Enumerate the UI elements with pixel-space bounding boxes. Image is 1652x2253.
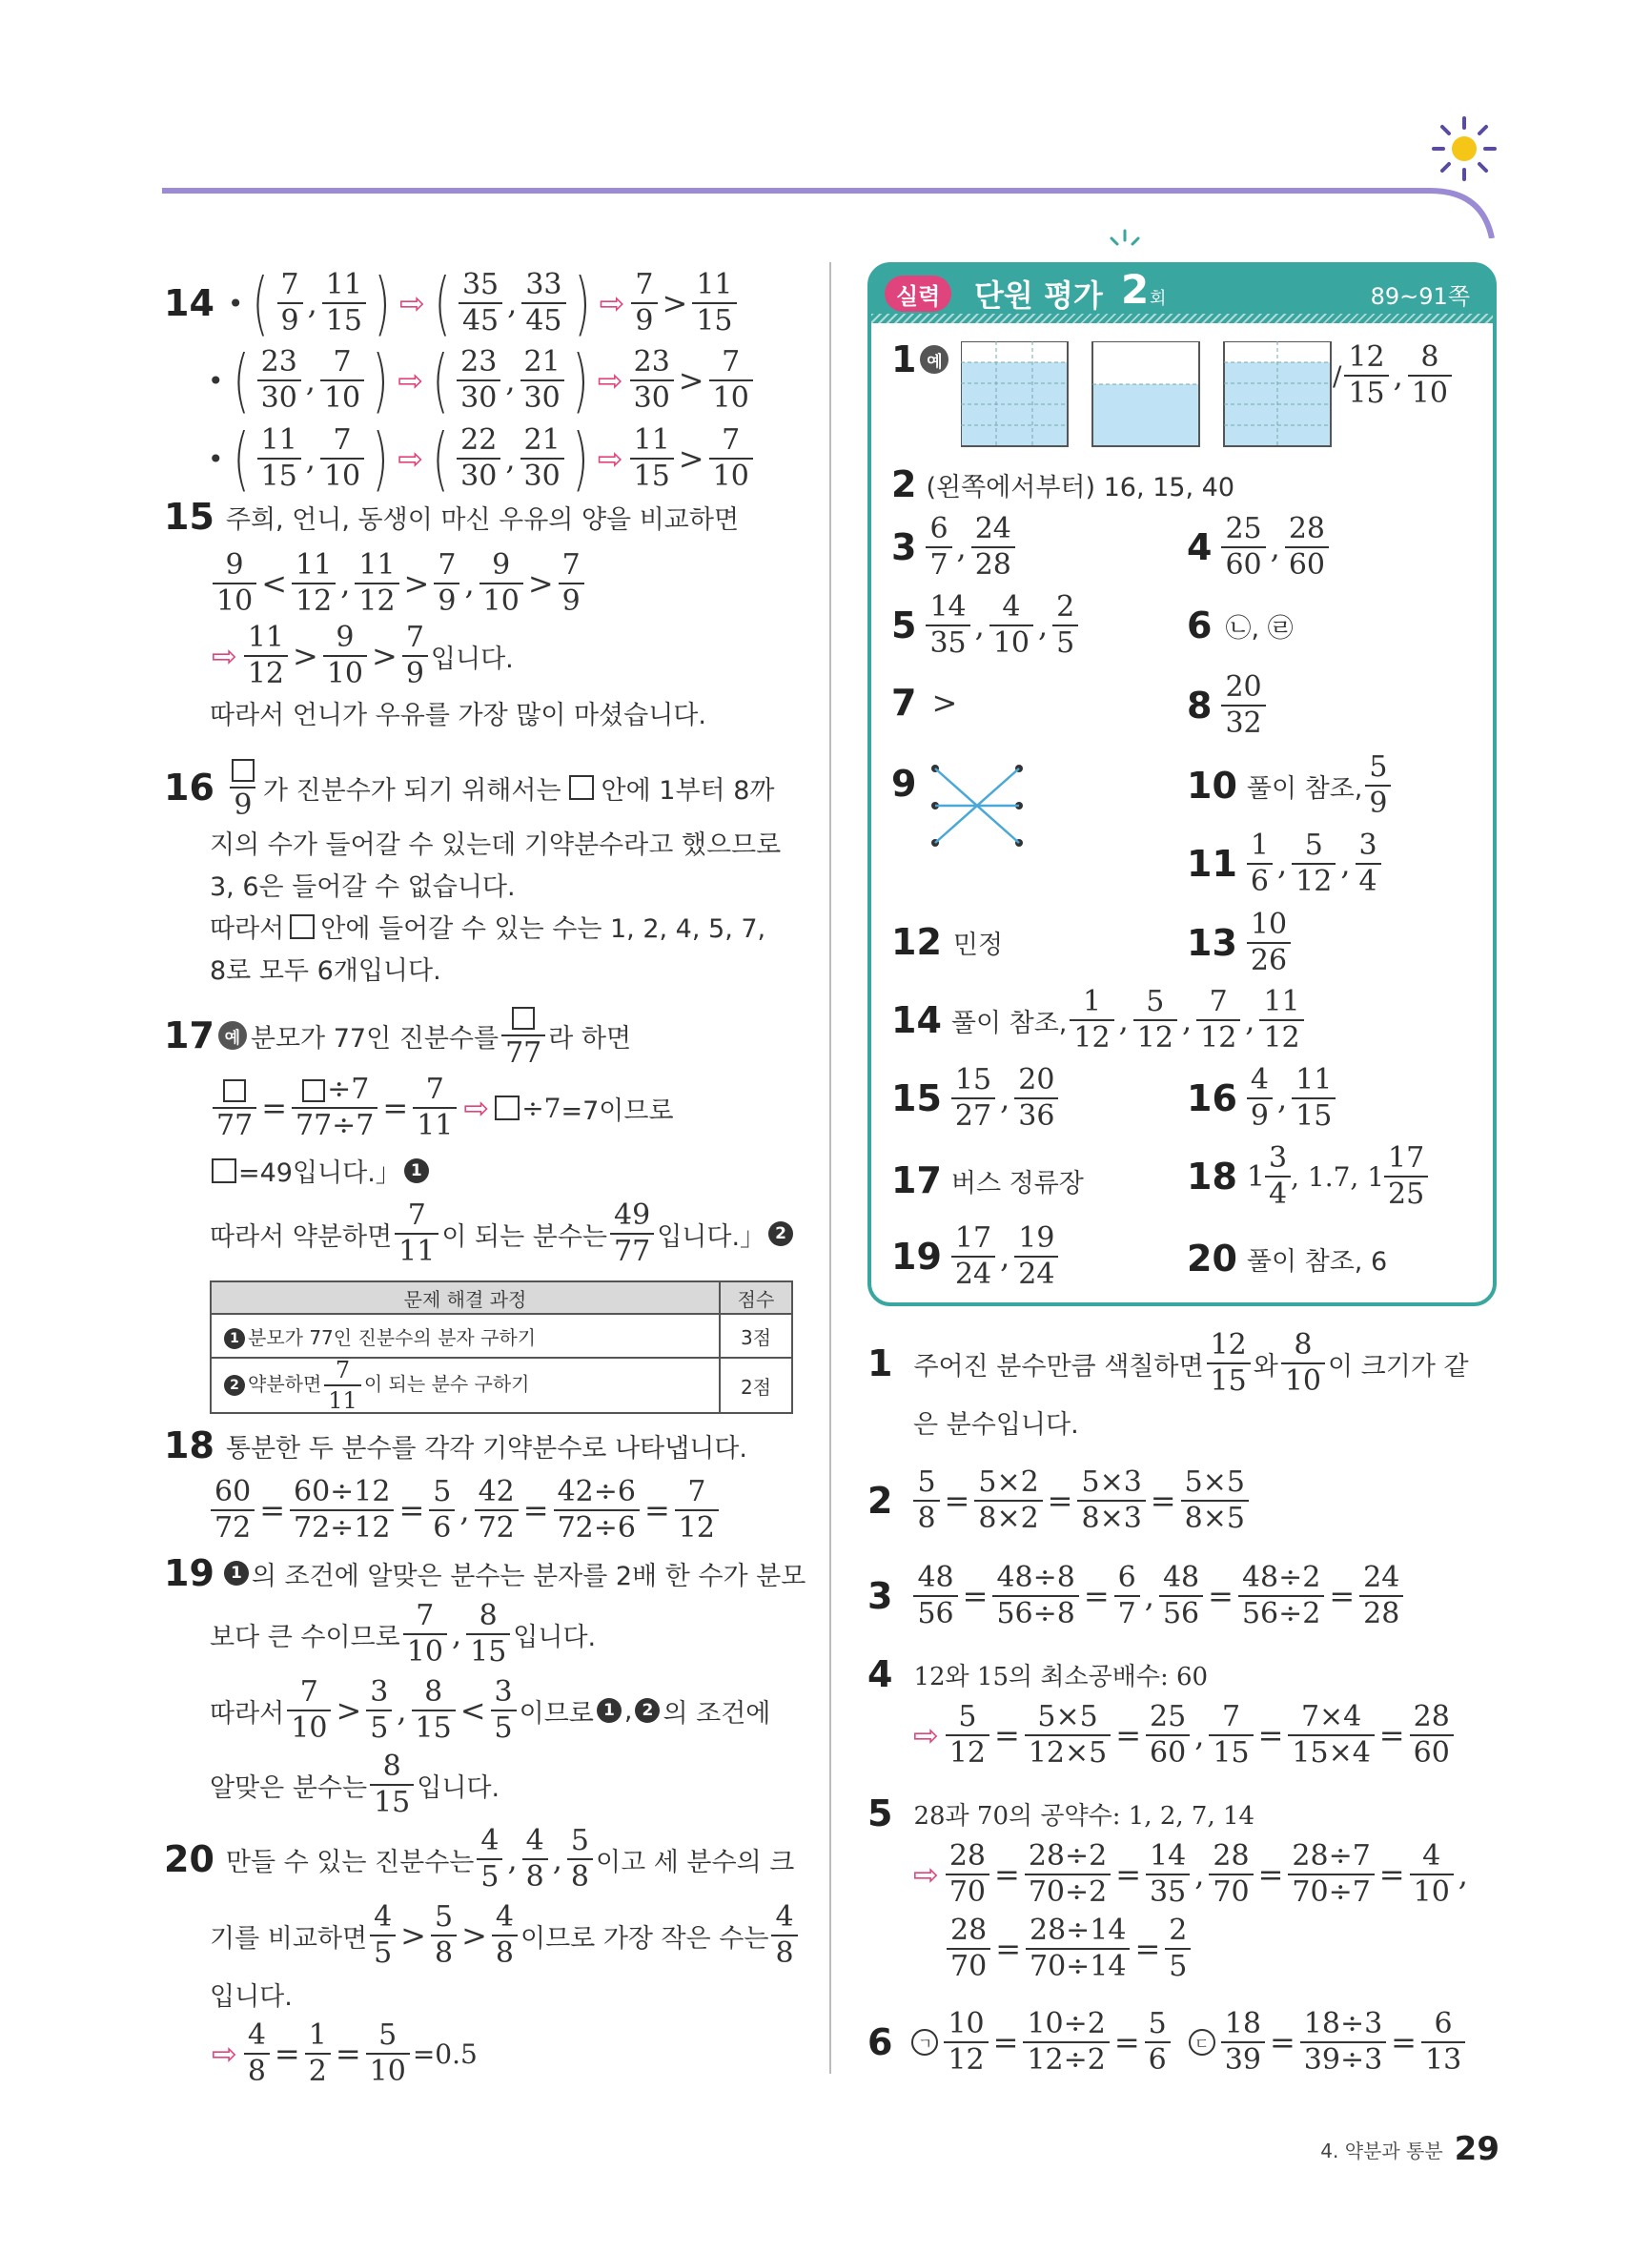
a16-line: 16 4 9 , 11 15 xyxy=(1187,1066,1338,1131)
a15-number: 15 xyxy=(891,1077,942,1119)
q14-line3: • ( 11 15 , 7 10 ) ⇨ ( 22 30 , 21 30 ) ⇨ 11 15 > 7 10 xyxy=(208,424,756,493)
q19-text3c: 의 조건에 xyxy=(663,1698,771,1729)
a11-number: 11 xyxy=(1187,843,1237,885)
a8-number: 8 xyxy=(1187,685,1213,727)
arrow-icon: ⇨ xyxy=(398,440,424,477)
a9-number: 9 xyxy=(891,763,917,805)
a4-number: 4 xyxy=(1187,526,1213,568)
q16-line2 xyxy=(210,824,781,861)
table-cell: 2점 xyxy=(720,1358,792,1413)
q14-line1: 14 • ( 7 9 , 11 15 ) ⇨ ( 35 45 , 33 45 ) ⇨ 7 9 > 11 15 xyxy=(164,269,740,338)
a10-line: 10 풀이 참조, 5 9 xyxy=(1187,753,1394,818)
a13-number: 13 xyxy=(1187,922,1237,964)
level-pill: 실력 xyxy=(885,276,951,312)
s5-line1 xyxy=(867,1792,1254,1834)
a14-text: 풀이 참조, xyxy=(950,1008,1068,1038)
q14-number: 14 xyxy=(164,282,214,324)
a19-line: 19 17 24 , 19 24 xyxy=(891,1224,1061,1289)
a11-line: 11 1 6 , 5 12 , 3 4 xyxy=(1187,831,1384,896)
a1-number: 1 xyxy=(891,338,917,380)
sun-icon xyxy=(1430,114,1499,183)
s3-number: 3 xyxy=(867,1575,893,1617)
q19-number: 19 xyxy=(164,1552,214,1594)
q16-number: 16 xyxy=(164,767,214,809)
s5-number: 5 xyxy=(867,1792,893,1834)
box-round-suffix: 회 xyxy=(1150,289,1167,309)
q17-text3: =49입니다.」 xyxy=(238,1158,401,1188)
q15-line4 xyxy=(210,694,706,731)
header-rule xyxy=(162,0,1506,238)
q18-text: 통분한 두 분수를 각각 기약분수로 나타냅니다. xyxy=(225,1433,747,1464)
q16-line1: 16 9 가 진분수가 되기 위해서는 안에 1부터 8까 xyxy=(164,755,774,820)
q18-line2: $\frac{60}{72}$ = $\frac{60\div 12}{72\div 12}$ = $\frac{5}{6}$ , $\frac{42}{72}$ = $\frac{42\div 6}{72\div 6}$ = $\frac{7}{12}$ xyxy=(208,1478,722,1543)
a3-number: 3 xyxy=(891,526,917,568)
box-pages: 89~91쪽 xyxy=(1370,283,1470,310)
column-divider xyxy=(829,262,831,2074)
q17-number: 17 xyxy=(164,1014,214,1056)
scoring-table xyxy=(210,1280,793,1414)
q17-text1b: 라 하면 xyxy=(548,1023,632,1054)
q17-div7: ÷7 xyxy=(521,1092,561,1124)
arrow-icon: ⇨ xyxy=(913,1856,939,1893)
q16-text4b: 안에 들어갈 수 있는 수는 1, 2, 4, 5, 7, xyxy=(320,914,766,944)
table-header-process: 문제 해결 과정 xyxy=(211,1281,720,1314)
q16-text1: 가 진분수가 되기 위해서는 xyxy=(262,775,561,806)
arrow-icon: ⇨ xyxy=(398,362,424,399)
arrow-icon: ⇨ xyxy=(399,285,425,321)
q15-number: 15 xyxy=(164,496,214,538)
q19-text3a: 따라서 xyxy=(210,1698,285,1729)
q19-line1: 19 1 의 조건에 알맞은 분수는 분자를 2배 한 수가 분모 xyxy=(164,1552,806,1594)
a16-number: 16 xyxy=(1187,1077,1237,1119)
q15-line1 xyxy=(164,496,739,538)
q14-line2: • ( 23 30 , 7 10 ) ⇨ ( 23 30 , 21 30 ) ⇨ 23 30 > 7 10 xyxy=(208,346,756,415)
a17-text: 버스 정류장 xyxy=(950,1168,1084,1198)
a4-line: 4 25 60 , 28 60 xyxy=(1187,515,1332,580)
box-title: 단원 평가 xyxy=(974,277,1103,314)
page-number: 29 xyxy=(1454,2130,1499,2168)
s4-line2: ⇨ $\frac{5}{12}$ = $\frac{5\times 5}{12\times 5}$ = $\frac{25}{60}$ , $\frac{7}{15}$ = $\frac{7\times 4}{15\times 4}$ = $\frac{28}{60}$ xyxy=(909,1703,1457,1768)
q20-text2b: 이므로 가장 작은 수는 xyxy=(520,1923,769,1954)
s2-number: 2 xyxy=(867,1480,893,1522)
q20-text2a: 기를 비교하면 xyxy=(210,1923,368,1954)
a17-number: 17 xyxy=(891,1159,942,1201)
a1-separator: / xyxy=(1333,359,1342,392)
a2-text: (왼쪽에서부터) 16, 15, 40 xyxy=(926,472,1234,502)
q15-line3: ⇨ 11 12 > 9 10 > 7 9 입니다. xyxy=(212,621,514,690)
a19-number: 19 xyxy=(891,1236,942,1278)
s4-number: 4 xyxy=(867,1653,893,1695)
a6-text: ㉡, ㉣ xyxy=(1225,613,1294,644)
s4-line1 xyxy=(867,1653,1208,1695)
s5-text: 28과 70의 공약수: 1, 2, 7, 14 xyxy=(913,1801,1255,1831)
a12-number: 12 xyxy=(891,921,942,963)
q17-line3: =49입니다.」 1 xyxy=(210,1152,432,1189)
arrow-icon: ⇨ xyxy=(913,1717,939,1753)
answer-box-header xyxy=(871,266,1493,323)
q15-text3: 입니다. xyxy=(430,644,514,674)
q16-text5: 8로 모두 6개입니다. xyxy=(210,956,441,986)
arrow-icon: ⇨ xyxy=(597,440,623,477)
a5-number: 5 xyxy=(891,604,917,646)
table-cell: 이 되는 분수 구하기 xyxy=(363,1372,530,1396)
arrow-icon: ⇨ xyxy=(463,1090,490,1126)
q19-text3b: 이므로 xyxy=(519,1698,594,1729)
q18-number: 18 xyxy=(164,1424,214,1466)
burst-icon xyxy=(1106,227,1144,256)
arrow-icon: ⇨ xyxy=(597,362,623,399)
s1-line2 xyxy=(913,1403,1079,1441)
a9-line xyxy=(891,763,916,805)
q16-line3 xyxy=(210,866,516,903)
q17-line1: 17 예 분모가 77인 진분수를 77 라 하면 xyxy=(164,1003,631,1068)
arrow-icon: ⇨ xyxy=(212,638,237,674)
q17-text4c: 입니다.」 xyxy=(657,1221,766,1252)
a14-number: 14 xyxy=(891,999,942,1041)
a1-fraction-models xyxy=(961,341,1342,448)
a13-line: 13 10 26 xyxy=(1187,911,1294,975)
q16-text1b: 안에 1부터 8까 xyxy=(601,775,775,806)
page-footer xyxy=(1320,2130,1499,2168)
arrow-icon: ⇨ xyxy=(212,2036,237,2072)
arrow-icon: ⇨ xyxy=(599,285,625,321)
a5-line: 5 14 35 , 4 10 , 2 5 xyxy=(891,593,1081,658)
s6-number: 6 xyxy=(867,2021,893,2063)
a6-number: 6 xyxy=(1187,604,1213,646)
q20-text1a: 만들 수 있는 진분수는 xyxy=(225,1847,475,1877)
a6-line xyxy=(1187,604,1294,646)
a18-line: 18 1 3 4 , 1.7, 1 17 25 xyxy=(1187,1144,1428,1209)
a7-line xyxy=(891,682,957,724)
q19-text2b: 입니다. xyxy=(513,1622,597,1652)
q20-number: 20 xyxy=(164,1838,214,1880)
q19-text2a: 보다 큰 수이므로 xyxy=(210,1622,400,1652)
q17-line2: 77 = $\frac{\div 7}{77\div 7}$ = $\frac{7}{11}$ ⇨ ÷7 =7이므로 xyxy=(210,1075,674,1140)
a2-number: 2 xyxy=(891,463,917,505)
example-badge: 예 xyxy=(218,1021,247,1050)
a15-line: 15 15 27 , 20 36 xyxy=(891,1066,1061,1131)
q17-eq7: =7이므로 xyxy=(561,1096,674,1126)
q17-text4b: 이 되는 분수는 xyxy=(441,1221,608,1252)
q15-line2: 9 10 < 11 12 , 11 12 > 7 9 , 9 10 > 7 9 xyxy=(210,551,587,616)
a20-line xyxy=(1187,1238,1387,1280)
table-cell: 3점 xyxy=(720,1314,792,1358)
a20-text: 풀이 참조, 6 xyxy=(1246,1246,1388,1277)
a1-line xyxy=(891,338,952,380)
s5-line2: ⇨ $\frac{28}{70}$ = $\frac{28\div 2}{70\div 2}$ = $\frac{14}{35}$ , $\frac{28}{70}$ = $\frac{28\div 7}{70\div 7}$ = $\frac{4}{10}$ , xyxy=(913,1839,1468,1909)
a1-answer: / 12 15 , 8 10 xyxy=(1333,343,1455,408)
s4-text: 12와 15의 최소공배수: 60 xyxy=(913,1662,1209,1691)
q15-text4: 따라서 언니가 우유를 가장 많이 마셨습니다. xyxy=(210,701,706,730)
a17-line xyxy=(891,1159,1084,1201)
a10-text: 풀이 참조, xyxy=(1246,773,1363,804)
table-cell: 분모가 77인 진분수의 분자 구하기 xyxy=(248,1325,537,1349)
q17-line4: 따라서 약분하면 7 11 이 되는 분수는 49 77 입니다.」 2 xyxy=(210,1201,796,1266)
footer-chapter: 4. 약분과 통분 xyxy=(1320,2139,1443,2162)
q19-line4: 알맞은 분수는 8 15 입니다. xyxy=(210,1750,500,1819)
q16-line5 xyxy=(210,950,441,987)
a3-line: 3 6 7 , 24 28 xyxy=(891,515,1018,580)
q16-text4a: 따라서 xyxy=(210,914,285,944)
s1-text1b: 와 xyxy=(1253,1351,1278,1382)
s5-line3: $\frac{28}{70}$ = $\frac{28\div 14}{70\div 14}$ = $\frac{2}{5}$ xyxy=(944,1916,1193,1981)
q20-line2: 기를 비교하면 4 5 > 5 8 > 4 8 이므로 가장 작은 수는 4 8 xyxy=(210,1903,801,1968)
a7-number: 7 xyxy=(891,682,917,724)
q16-text3: 3, 6은 들어갈 수 없습니다. xyxy=(210,872,516,902)
table-row: 1 분모가 77인 진분수의 분자 구하기 3점 xyxy=(211,1314,792,1358)
q17-text4a: 따라서 약분하면 xyxy=(210,1221,393,1252)
table-cell: 약분하면 xyxy=(248,1372,322,1396)
s1-line1: 1 주어진 분수만큼 색칠하면 12 15 와 8 10 이 크기가 같 xyxy=(867,1328,1469,1398)
q20-line1: 20 만들 수 있는 진분수는 4 5 , 4 8 , 5 8 이고 세 분수의 크 xyxy=(164,1824,795,1894)
q19-text4b: 입니다. xyxy=(417,1772,500,1803)
a20-number: 20 xyxy=(1187,1238,1237,1280)
a2-line xyxy=(891,463,1234,505)
table-header-score: 점수 xyxy=(720,1281,792,1314)
example-badge: 예 xyxy=(920,345,948,374)
a18-number: 18 xyxy=(1187,1156,1237,1198)
q19-text4a: 알맞은 분수는 xyxy=(210,1772,368,1803)
a12-text: 민정 xyxy=(952,930,1004,960)
s6-line: 6 ㄱ $\frac{10}{12}$ = $\frac{10\div 2}{12\div 2}$ = $\frac{5}{6}$ ㄷ $\frac{18}{39}$ = $\frac{18\div 3}{39\div 3}$ = $\frac{6}{13}$ xyxy=(867,2010,1468,2075)
q20-text3: 입니다. xyxy=(210,1982,293,2012)
q19-line2: 보다 큰 수이므로 7 10 , 8 15 입니다. xyxy=(210,1599,597,1669)
q19-text1: 의 조건에 알맞은 분수는 분자를 2배 한 수가 분모 xyxy=(251,1561,806,1591)
a12-line xyxy=(891,921,1003,963)
a18-mid: , 1.7, 1 xyxy=(1291,1160,1385,1193)
s1-text2: 은 분수입니다. xyxy=(913,1410,1079,1440)
table-row: 2 약분하면 $\frac{7}{11}$ 이 되는 분수 구하기 2점 xyxy=(211,1358,792,1413)
a7-text: > xyxy=(931,685,958,721)
q16-line4 xyxy=(210,908,765,945)
q17-text1a: 분모가 77인 진분수를 xyxy=(250,1023,500,1054)
s2-line: 2 $\frac{5}{8}$ = $\frac{5\times 2}{8\times 2}$ = $\frac{5\times 3}{8\times 3}$ = $\frac{5\times 5}{8\times 5}$ xyxy=(867,1468,1252,1533)
s1-number: 1 xyxy=(867,1342,893,1384)
q20-line4: ⇨ $\frac{4}{8}$ = $\frac{1}{2}$ = $\frac{5}{10}$ =0.5 xyxy=(212,2018,478,2088)
a9-matching-lines xyxy=(929,763,1025,849)
a10-number: 10 xyxy=(1187,765,1237,807)
s1-text1a: 주어진 분수만큼 색칠하면 xyxy=(913,1351,1204,1382)
q19-line3: 따라서 7 10 > 3 5 , 8 15 < 3 5 이므로 1 , 2 의 조건에 xyxy=(210,1675,771,1745)
q18-line1 xyxy=(164,1424,747,1466)
q16-text2: 지의 수가 들어갈 수 있는데 기약분수라고 했으므로 xyxy=(210,830,782,860)
q15-text: 주희, 언니, 동생이 마신 우유의 양을 비교하면 xyxy=(225,504,740,535)
a14-line: 14 풀이 참조, 1 12 , 5 12 , 7 12 , 11 12 xyxy=(891,988,1307,1053)
q20-line3 xyxy=(210,1976,293,2013)
q20-tail: =0.5 xyxy=(412,2038,478,2070)
a8-line: 8 20 32 xyxy=(1187,673,1269,738)
box-round-number: 2 xyxy=(1121,266,1150,313)
s3-line: 3 $\frac{48}{56}$ = $\frac{48\div 8}{56\div 8}$ = $\frac{6}{7}$ , $\frac{48}{56}$ = $\frac{48\div 2}{56\div 2}$ = $\frac{24}{28}$ xyxy=(867,1564,1406,1628)
q20-text1b: 이고 세 분수의 크 xyxy=(596,1847,795,1877)
s1-text1c: 이 크기가 같 xyxy=(1328,1351,1469,1382)
